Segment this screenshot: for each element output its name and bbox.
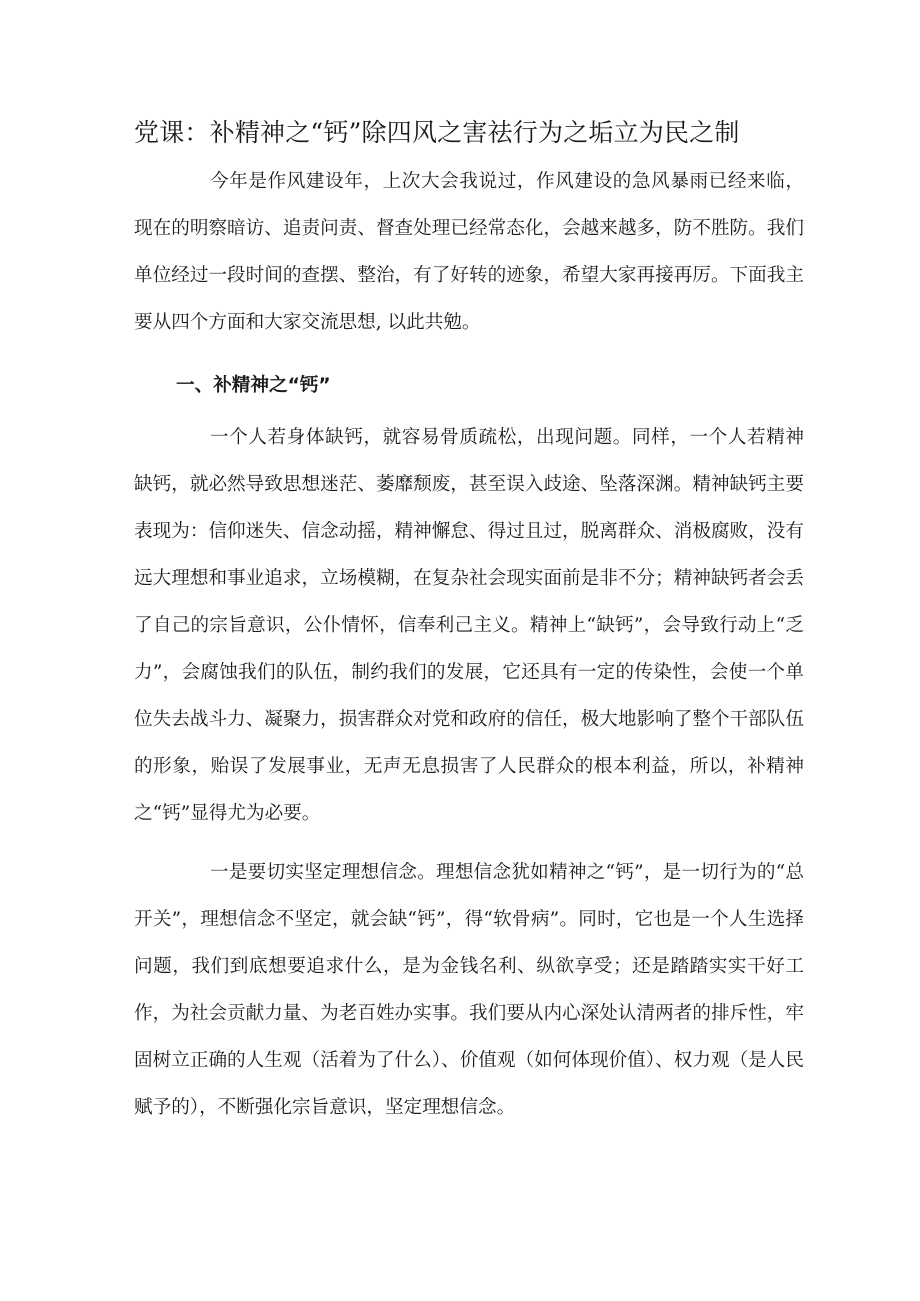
section-heading: 一、补精神之“钙” bbox=[176, 375, 331, 396]
intro-paragraph: 今年是作风建设年，上次大会我说过，作风建设的急风暴雨已经来临，现在的明察暗访、追责问责、督查处理已经常态化，会越来越多，防不胜防。我们单位经过一段时间的查摆、整治，有了好转的迹象，希望大家再接再厉。下面我主要从四个方面和大家交流思想, 以此共勉。 bbox=[134, 171, 804, 333]
body-paragraph: 一是要切实坚定理想信念。理想信念犹如精神之“钙”，是一切行为的“总开关”，理想信念不坚定，就会缺“钙”，得“软骨病”。同时，它也是一个人生选择问题，我们到底想要追求什么，是为金钱名利、纵欲享受；还是踏踏实实干好工作，为社会贡献力量、为老百姓办实事。我们要从内心深处认清两者的排斥性，牢固树立正确的人生观（活着为了什么）、价值观（如何体现价值）、权力观（是人民赋予的），不断强化宗旨意识，坚定理想信念。 bbox=[134, 862, 804, 1118]
body-paragraph: 一个人若身体缺钙，就容易骨质疏松，出现问题。同样，一个人若精神缺钙，就必然导致思想迷茫、萎靡颓废，甚至误入歧途、坠落深渊。精神缺钙主要表现为：信仰迷失、信念动摇，精神懈怠、得过且过，脱离群众、消极腐败，没有远大理想和事业追求，立场模糊，在复杂社会现实面前是非不分；精神缺钙者会丢了自己的宗旨意识，公仆情怀，信奉利己主义。精神上“缺钙”，会导致行动上“乏力”，会腐蚀我们的队伍，制约我们的发展，它还具有一定的传染性，会使一个单位失去战斗力、凝聚力，损害群众对党和政府的信任，极大地影响了整个干部队伍的形象，贻误了发展事业，无声无息损害了人民群众的根本利益，所以，补精神之“钙”显得尤为必要。 bbox=[134, 427, 804, 824]
document-title: 党课：补精神之“钙”除四风之害祛行为之垢立为民之制 bbox=[134, 118, 740, 147]
